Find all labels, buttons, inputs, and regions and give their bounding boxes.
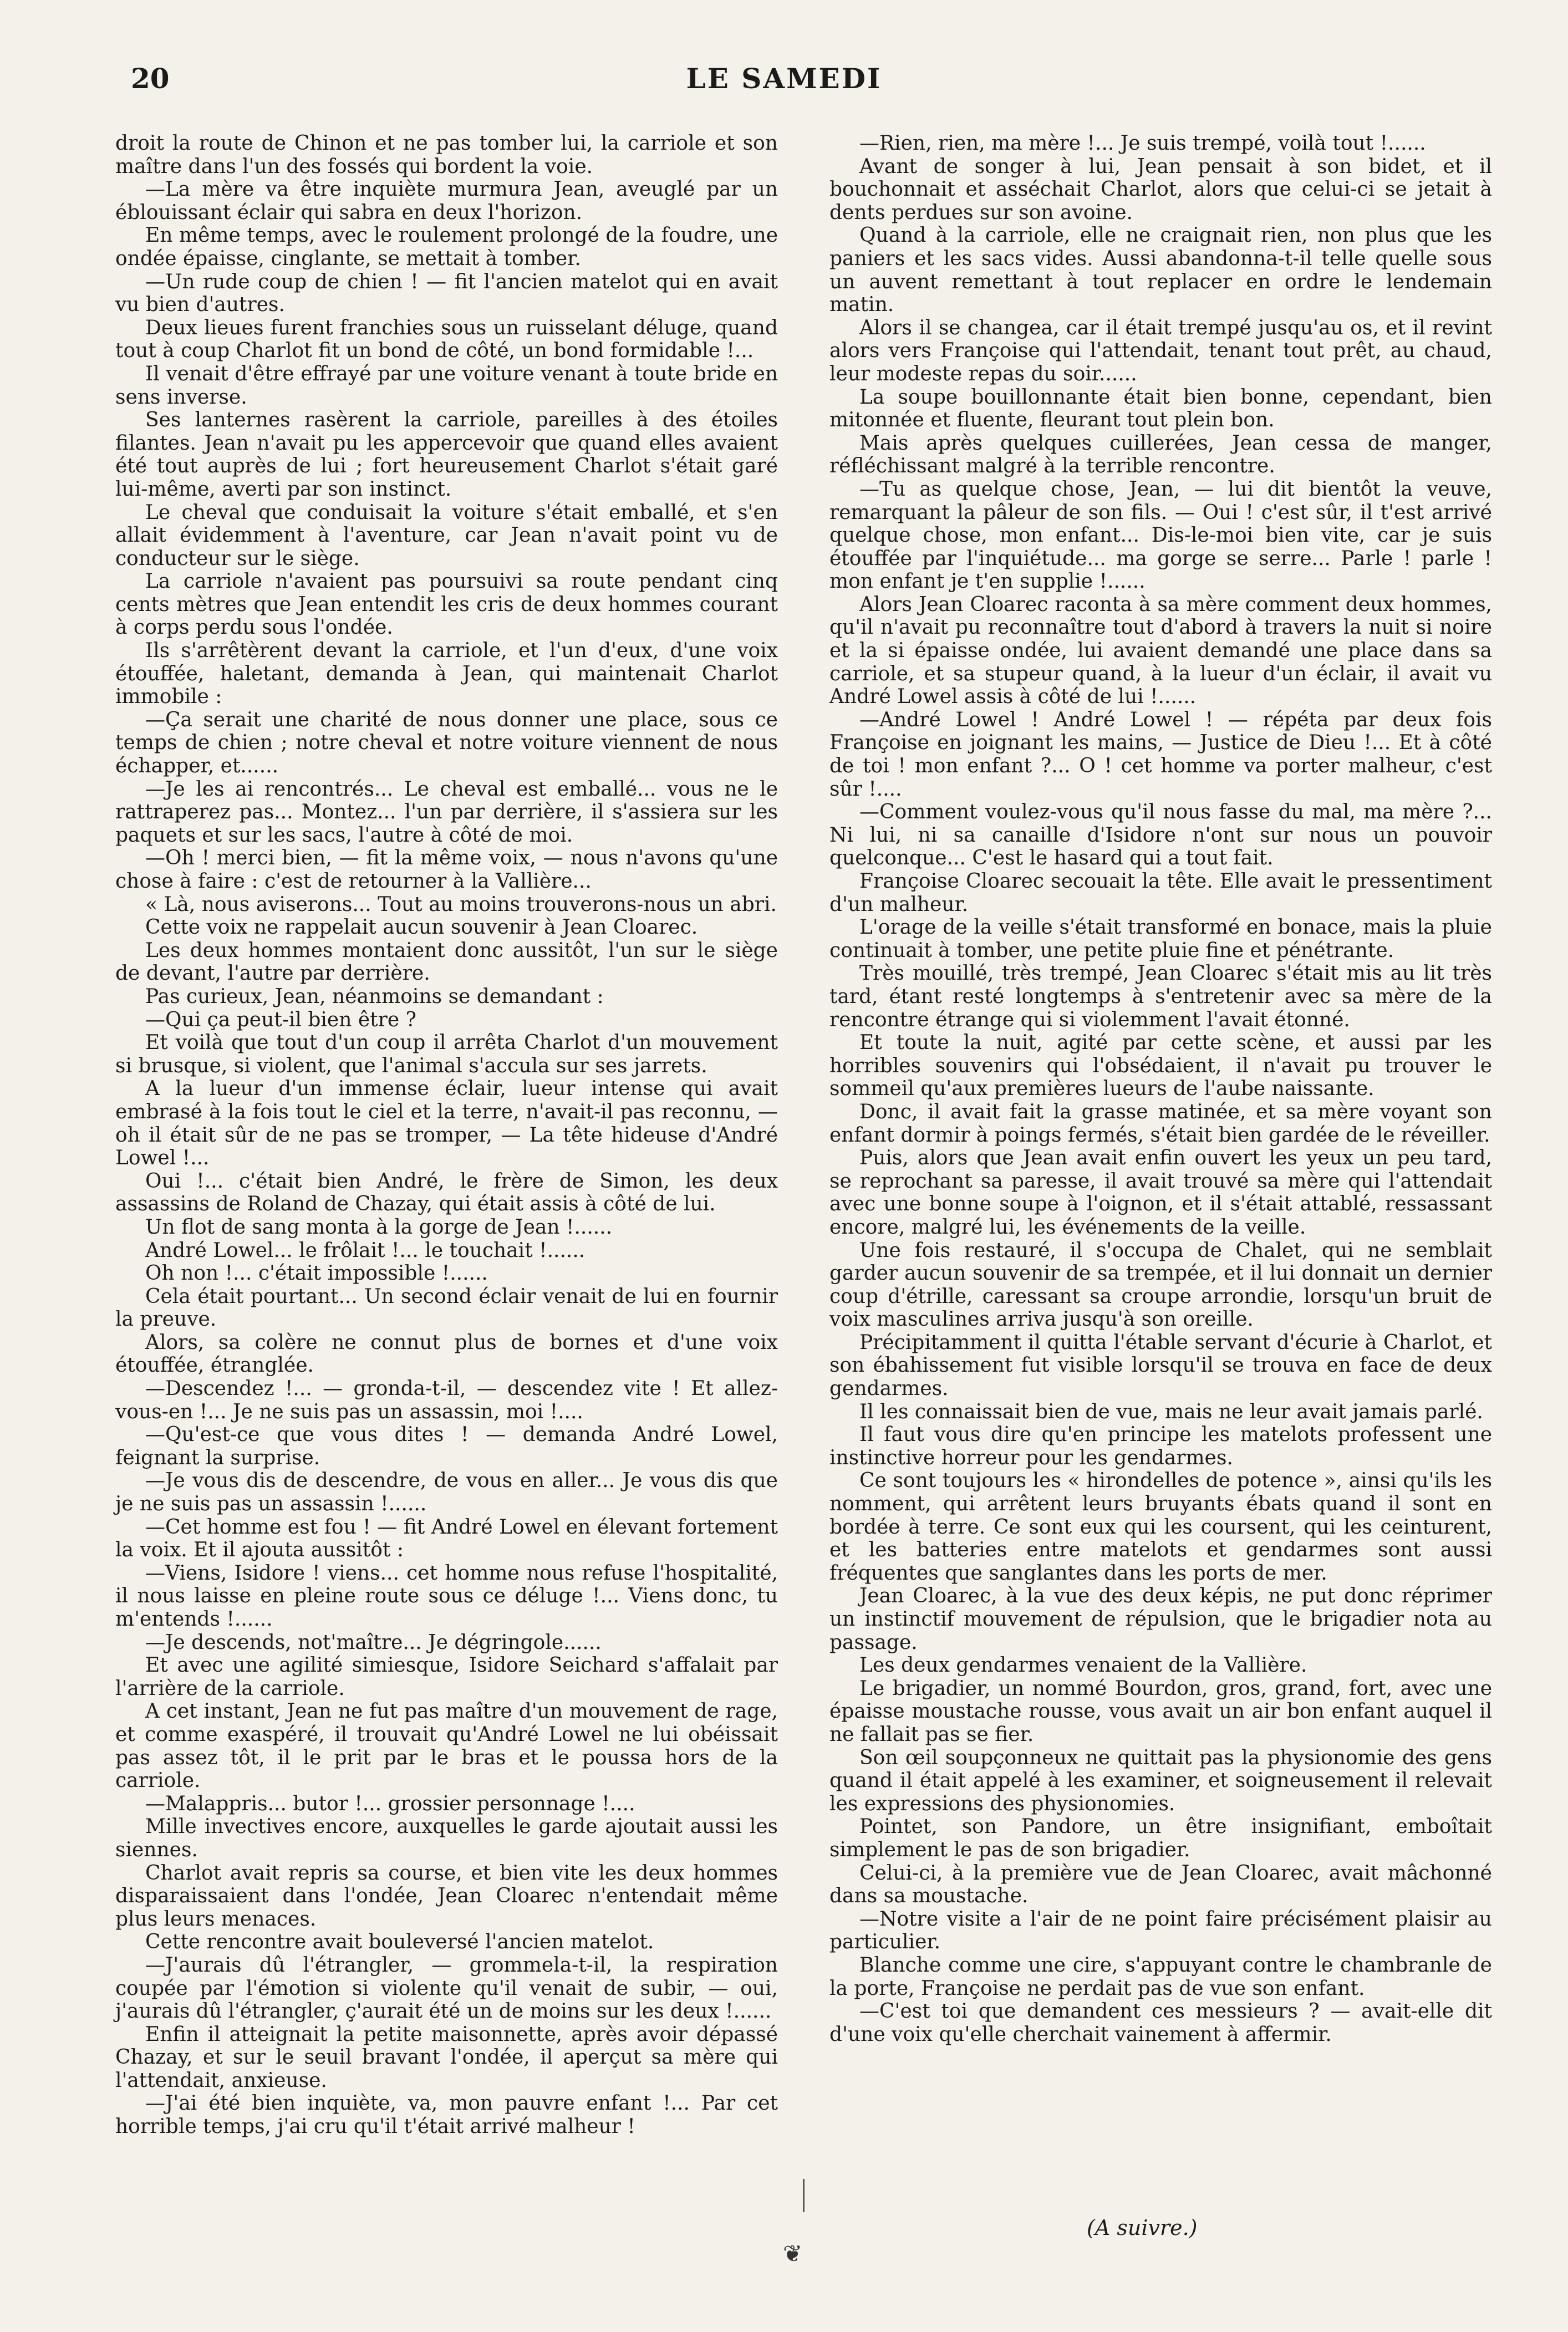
paragraph: Celui-ci, à la première vue de Jean Cloarec, avait mâchonné dans sa moustache.: [829, 1861, 1492, 1908]
column-divider: [803, 2179, 805, 2212]
paragraph: —Je les ai rencontrés... Le cheval est emballé... vous ne le rattraperez pas... Montez... l'un par derrière, il s'assiera sur les paquets et sur les sacs, l'autre à côté de moi.: [115, 777, 778, 847]
paragraph: Cette rencontre avait bouleversé l'ancien matelot.: [145, 1931, 654, 1954]
paragraph: Oh non !... c'était impossible !......: [145, 1262, 488, 1285]
paragraph: Son œil soupçonneux ne quittait pas la physionomie des gens quand il était appelé à les examiner, et soigneusement il relevait les expressions des physionomies.: [829, 1746, 1492, 1815]
paragraph: La soupe bouillonnante était bien bonne, cependant, bien mitonnée et fluente, fleurant tout plein bon.: [829, 385, 1492, 432]
paragraph: Jean Cloarec, à la vue des deux képis, ne put donc réprimer un instinctif mouvement de répulsion, que le brigadier nota au passage.: [829, 1585, 1492, 1654]
paragraph: Les deux hommes montaient donc aussitôt, l'un sur le siège de devant, l'autre par derrière.: [115, 939, 778, 985]
paragraph: —J'ai été bien inquiète, va, mon pauvre enfant !... Par cet horrible temps, j'ai cru qu'il t'était arrivé malheur !: [115, 2092, 778, 2138]
ornament-icon: ❦: [783, 2240, 803, 2267]
running-title: LE SAMEDI: [686, 62, 882, 95]
paragraph: —Comment voulez-vous qu'il nous fasse du mal, ma mère ?... Ni lui, ni sa canaille d'Isidore n'ont sur nous un pouvoir quelconque... C'est le hasard qui a tout fait.: [829, 801, 1492, 870]
paragraph: L'orage de la veille s'était transformé en bonace, mais la pluie continuait à tomber, une petite pluie fine et pénétrante.: [829, 916, 1492, 962]
paragraph: —Tu as quelque chose, Jean, — lui dit bientôt la veuve, remarquant la pâleur de son fils. — Oui ! c'est sûr, il t'est arrivé quelque chose, mon enfant... Dis-le-moi bien vite, car je suis étouffée par l'inquiétude... ma gorge se serre... Parle ! parle ! mon enfant je t'en supplie !......: [829, 477, 1492, 593]
paragraph: Ils s'arrêtèrent devant la carriole, et l'un d'eux, d'une voix étouffée, haletant, demanda à Jean, qui maintenait Charlot immobile :: [115, 639, 778, 709]
paragraph: Deux lieues furent franchies sous un ruisselant déluge, quand tout à coup Charlot fit un bond de côté, un bond formidable !...: [115, 316, 778, 363]
paragraph: Donc, il avait fait la grasse matinée, et sa mère voyant son enfant dormir à poings fermés, s'était bien gardée de le réveiller.: [829, 1100, 1492, 1147]
paragraph: Enfin il atteignait la petite maisonnette, après avoir dépassé Chazay, et sur le seuil bravant l'ondée, il aperçut sa mère qui l'attendait, anxieuse.: [115, 2023, 778, 2092]
paragraph: Cette voix ne rappelait aucun souvenir à Jean Cloarec.: [145, 916, 698, 939]
paragraph: A la lueur d'un immense éclair, lueur intense qui avait embrasé à la fois tout le ciel et la terre, n'avait-il pas reconnu, — oh il était sûr de ne pas se tromper, — La tête hideuse d'André Lowel !...: [115, 1077, 778, 1170]
paragraph: Et toute la nuit, agité par cette scène, et aussi par les horribles souvenirs qui l'obsédaient, il n'avait pu trouver le sommeil qu'aux premières lueurs de l'aube naissante.: [829, 1031, 1492, 1101]
paragraph: Il les connaissait bien de vue, mais ne leur avait jamais parlé.: [859, 1400, 1483, 1423]
paragraph: Alors Jean Cloarec raconta à sa mère comment deux hommes, qu'il n'avait pu reconnaître tout d'abord à travers la nuit si noire et la si épaisse ondée, lui avaient demandé une place dans sa carriole, et sa stupeur quand, à la lueur d'un éclair, il avait vu André Lowel assis à côté de lui !......: [829, 593, 1492, 709]
page-number: 20: [131, 62, 170, 95]
paragraph: —Je descends, not'maître... Je dégringole......: [145, 1631, 602, 1654]
paragraph: Pas curieux, Jean, néanmoins se demandant :: [145, 985, 604, 1008]
paragraph: Très mouillé, très trempé, Jean Cloarec s'était mis au lit très tard, étant resté longtemps à s'entretenir avec sa mère de la rencontre étrange qui si violemment l'avait étonné.: [829, 962, 1492, 1031]
paragraph: Pointet, son Pandore, un être insignifiant, emboîtait simplement le pas de son brigadier.: [829, 1815, 1492, 1861]
paragraph: Ses lanternes rasèrent la carriole, pareilles à des étoiles filantes. Jean n'avait pu les appercevoir que quand elles avaient été tout auprès de lui ; fort heureusement Charlot s'était garé lui-même, averti par son instinct.: [115, 409, 778, 501]
paragraph: La carriole n'avaient pas poursuivi sa route pendant cinq cents mètres que Jean entendit les cris de deux hommes courant à corps perdu sous l'ondée.: [115, 570, 778, 639]
paragraph: Mais après quelques cuillerées, Jean cessa de manger, réfléchissant malgré à la terrible rencontre.: [829, 431, 1492, 478]
paragraph: Précipitamment il quitta l'étable servant d'écurie à Charlot, et son ébahissement fut visible lorsqu'il se trouva en face de deux gendarmes.: [829, 1331, 1492, 1401]
paragraph: —Je vous dis de descendre, de vous en aller... Je vous dis que je ne suis pas un assassin !......: [115, 1469, 778, 1516]
paragraph: Alors il se changea, car il était trempé jusqu'au os, et il revint alors vers Françoise qui l'attendait, tenant tout prêt, au chaud, leur modeste repas du soir......: [829, 316, 1492, 385]
paragraph: Et voilà que tout d'un coup il arrêta Charlot d'un mouvement si brusque, si violent, que l'animal s'accula sur ses jarrets.: [115, 1031, 778, 1077]
paragraph: —Notre visite a l'air de ne point faire précisément plaisir au particulier.: [829, 1907, 1492, 1954]
paragraph: Oui !... c'était bien André, le frère de Simon, les deux assassins de Roland de Chazay, qui était assis à côté de lui.: [115, 1169, 778, 1216]
paragraph: —André Lowel ! André Lowel ! — répéta par deux fois Françoise en joignant les mains, — Justice de Dieu !... Et à côté de toi ! mon enfant ?... O ! cet homme va porter malheur, c'est sûr !....: [829, 708, 1492, 801]
paragraph: —Qu'est-ce que vous dites ! — demanda André Lowel, feignant la surprise.: [115, 1423, 778, 1469]
to-be-continued: (A suivre.): [1087, 2216, 1198, 2240]
paragraph: —Qui ça peut-il bien être ?: [145, 1008, 416, 1031]
paragraph: Ce sont toujours les « hirondelles de potence », ainsi qu'ils les nomment, qui arrêtent leurs bruyants ébats quand il sont en bordée à terre. Ce sont eux qui les coursent, qui les ceinturent, et les batteries entre matelots et gendarmes sont aussi fréquentes que sanglantes dans les ports de mer.: [829, 1469, 1492, 1585]
paragraph: A cet instant, Jean ne fut pas maître d'un mouvement de rage, et comme exaspéré, il trouvait qu'André Lowel ne lui obéissait pas assez tôt, il le prit par le bras et le poussa hors de la carriole.: [115, 1700, 778, 1793]
paragraph: André Lowel... le frôlait !... le touchait !......: [145, 1239, 586, 1262]
paragraph: —Malappris... butor !... grossier personnage !....: [145, 1792, 635, 1815]
paragraph: Charlot avait repris sa course, et bien vite les deux hommes disparaissaient dans l'ondée, Jean Cloarec n'entendait même plus leurs menaces.: [115, 1861, 778, 1931]
paragraph: Il faut vous dire qu'en principe les matelots professent une instinctive horreur pour les gendarmes.: [829, 1423, 1492, 1469]
paragraph: —Un rude coup de chien ! — fit l'ancien matelot qui en avait vu bien d'autres.: [115, 270, 778, 317]
paragraph: —Descendez !... — gronda-t-il, — descendez vite ! Et allez-vous-en !... Je ne suis pas un assassin, moi !....: [115, 1377, 778, 1423]
paragraph: Mille invectives encore, auxquelles le garde ajoutait aussi les siennes.: [115, 1815, 778, 1861]
paragraph: —Oh ! merci bien, — fit la même voix, — nous n'avons qu'une chose à faire : c'est de retourner à la Vallière...: [115, 847, 778, 893]
paragraph: —La mère va être inquiète murmura Jean, aveuglé par un éblouissant éclair qui sabra en deux l'horizon.: [115, 178, 778, 224]
paragraph: —Cet homme est fou ! — fit André Lowel en élevant fortement la voix. Et il ajouta aussitôt :: [115, 1515, 778, 1562]
right-column: [829, 132, 1492, 2046]
paragraph: Blanche comme une cire, s'appuyant contre le chambranle de la porte, Françoise ne perdait pas de vue son enfant.: [829, 1953, 1492, 2000]
paragraph: —J'aurais dû l'étrangler, — grommela-t-il, la respiration coupée par l'émotion si violente qu'il venait de subir, — oui, j'aurais dû l'étrangler, ç'aurait été un de moins sur les deux !......: [115, 1953, 778, 2023]
paragraph: Avant de songer à lui, Jean pensait à son bidet, et il bouchonnait et asséchait Charlot, alors que celui-ci se jetait à dents perdues sur son avoine.: [829, 155, 1492, 224]
left-column: [115, 132, 778, 2138]
paragraph: Un flot de sang monta à la gorge de Jean !......: [145, 1215, 613, 1239]
paragraph: Une fois restauré, il s'occupa de Chalet, qui ne semblait garder aucun souvenir de sa trempée, et il lui donnait un dernier coup d'étrille, caressant sa croupe arrondie, lorsqu'un bruit de voix masculines arriva jusqu'à son oreille.: [829, 1239, 1492, 1331]
paragraph: Alors, sa colère ne connut plus de bornes et d'une voix étouffée, étranglée.: [115, 1331, 778, 1377]
paragraph: Cela était pourtant... Un second éclair venait de lui en fournir la preuve.: [115, 1285, 778, 1331]
paragraph: Il venait d'être effrayé par une voiture venant à toute bride en sens inverse.: [115, 362, 778, 409]
paragraph: « Là, nous aviserons... Tout au moins trouverons-nous un abri.: [145, 893, 777, 916]
paragraph: Et avec une agilité simiesque, Isidore Seichard s'affalait par l'arrière de la carriole.: [115, 1654, 778, 1700]
paragraph: droit la route de Chinon et ne pas tomber lui, la carriole et son maître dans l'un des fossés qui bordent la voie.: [115, 132, 778, 178]
paragraph: —Rien, rien, ma mère !... Je suis trempé, voilà tout !......: [859, 132, 1426, 155]
paragraph: Quand à la carriole, elle ne craignait rien, non plus que les paniers et les sacs vides. Aussi abandonna-t-il telle quelle sous un auvent remettant à tout replacer en ordre le lendemain matin.: [829, 224, 1492, 317]
paragraph: Puis, alors que Jean avait enfin ouvert les yeux un peu tard, se reprochant sa paresse, il avait trouvé sa mère qui l'attendait avec une bonne soupe à l'oignon, et il s'était attablé, ressassant encore, malgré lui, les événements de la veille.: [829, 1147, 1492, 1239]
paragraph: Les deux gendarmes venaient de la Vallière.: [859, 1654, 1307, 1677]
paragraph: —Ça serait une charité de nous donner une place, sous ce temps de chien ; notre cheval et notre voiture viennent de nous échapper, et......: [115, 708, 778, 778]
paragraph: En même temps, avec le roulement prolongé de la foudre, une ondée épaisse, cinglante, se mettait à tomber.: [115, 224, 778, 270]
paragraph: Le cheval que conduisait la voiture s'était emballé, et s'en allait évidemment à l'aventure, car Jean n'avait point vu de conducteur sur le siège.: [115, 501, 778, 570]
paragraph: —C'est toi que demandent ces messieurs ? — avait-elle dit d'une voix qu'elle cherchait vainement à affermir.: [829, 2000, 1492, 2046]
paragraph: Le brigadier, un nommé Bourdon, gros, grand, fort, avec une épaisse moustache rousse, vous avait un air bon enfant auquel il ne fallait pas se fier.: [829, 1677, 1492, 1746]
paragraph: —Viens, Isidore ! viens... cet homme nous refuse l'hospitalité, il nous laisse en pleine route sous ce déluge !... Viens donc, tu m'entends !......: [115, 1561, 778, 1631]
paragraph: Françoise Cloarec secouait la tête. Elle avait le pressentiment d'un malheur.: [829, 870, 1492, 916]
